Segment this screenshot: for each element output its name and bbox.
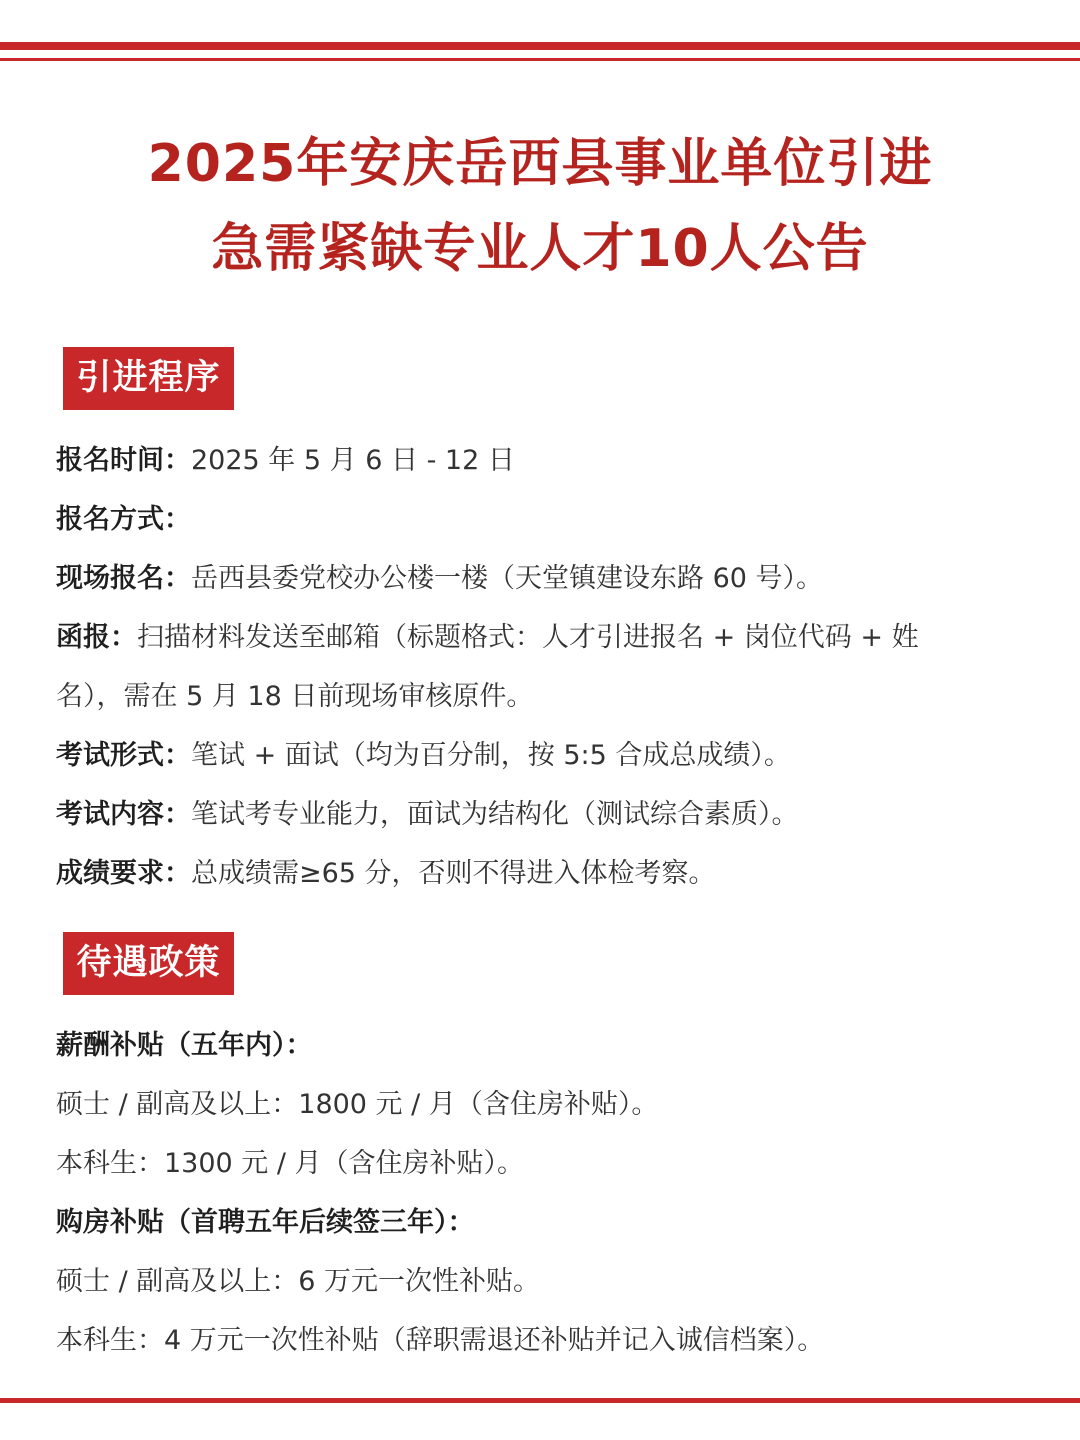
page-title xyxy=(0,122,1080,292)
line-value: 笔试考专业能力，面试为结构化（测试综合素质）。 xyxy=(191,799,799,830)
text-line xyxy=(56,844,1036,903)
text-line xyxy=(56,1075,1036,1134)
line-key: 考试内容： xyxy=(56,799,191,830)
text-line xyxy=(56,1193,1036,1252)
line-key: 报名方式： xyxy=(56,504,191,535)
text-line xyxy=(56,1252,1036,1311)
line-key: 报名时间： xyxy=(56,445,191,476)
line-value: 硕士 / 副高及以上：6 万元一次性补贴。 xyxy=(56,1266,541,1297)
text-line xyxy=(56,667,1036,726)
line-key: 薪酬补贴（五年内）： xyxy=(56,1030,313,1061)
line-value: 本科生：1300 元 / 月（含住房补贴）。 xyxy=(56,1148,525,1179)
title-line-2: 急需紧缺专业人才10人公告 xyxy=(211,219,869,279)
line-value: 总成绩需≥65 分，否则不得进入体检考察。 xyxy=(191,858,716,889)
text-line xyxy=(56,726,1036,785)
line-value: 名），需在 5 月 18 日前现场审核原件。 xyxy=(56,681,534,712)
top-border-thin xyxy=(0,58,1080,61)
text-line xyxy=(56,431,1036,490)
line-value: 岳西县委党校办公楼一楼（天堂镇建设东路 60 号）。 xyxy=(191,563,824,594)
line-value: 扫描材料发送至邮箱（标题格式：人才引进报名 + 岗位代码 + 姓 xyxy=(137,622,919,653)
text-line xyxy=(56,1134,1036,1193)
line-value: 笔试 + 面试（均为百分制，按 5:5 合成总成绩）。 xyxy=(191,740,791,771)
title-line-1: 2025年安庆岳西县事业单位引进 xyxy=(147,134,933,194)
section-procedure-body xyxy=(56,431,1036,903)
text-line xyxy=(56,785,1036,844)
section-tag-procedure: 引进程序 xyxy=(63,347,234,410)
line-key: 成绩要求： xyxy=(56,858,191,889)
line-key: 现场报名： xyxy=(56,563,191,594)
text-line xyxy=(56,549,1036,608)
text-line xyxy=(56,490,1036,549)
top-border-thick xyxy=(0,42,1080,50)
line-value: 本科生：4 万元一次性补贴（辞职需退还补贴并记入诚信档案）。 xyxy=(56,1325,825,1356)
bottom-border xyxy=(0,1398,1080,1403)
line-key: 函报： xyxy=(56,622,137,653)
text-line xyxy=(56,1311,1036,1370)
line-key: 购房补贴（首聘五年后续签三年）： xyxy=(56,1207,475,1238)
line-value: 硕士 / 副高及以上：1800 元 / 月（含住房补贴）。 xyxy=(56,1089,659,1120)
line-value: 2025 年 5 月 6 日 - 12 日 xyxy=(191,445,515,476)
section-benefits-body xyxy=(56,1016,1036,1370)
line-key: 考试形式： xyxy=(56,740,191,771)
text-line xyxy=(56,1016,1036,1075)
section-tag-benefits: 待遇政策 xyxy=(63,932,234,995)
text-line xyxy=(56,608,1036,667)
